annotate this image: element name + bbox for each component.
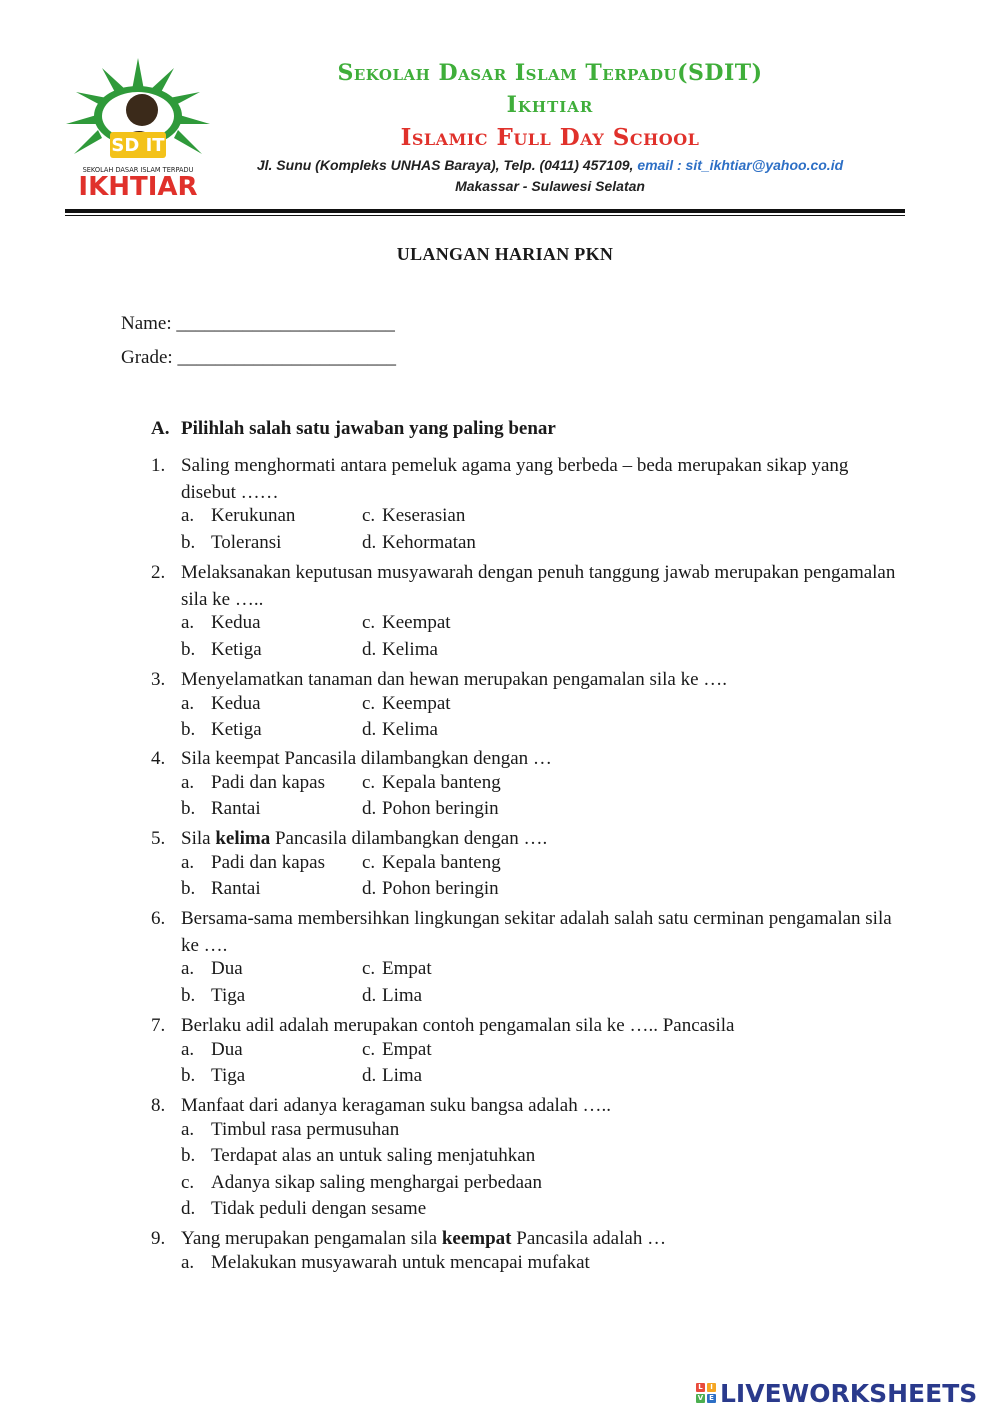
section-instruction: Pilihlah salah satu jawaban yang paling benar: [181, 418, 556, 439]
question-text-part: Sila: [181, 828, 216, 849]
wm-grid-cell: E: [707, 1394, 716, 1403]
liveworksheets-watermark: [696, 1378, 977, 1408]
option-letter: c.: [362, 1038, 376, 1060]
option-text: Kepala banteng: [382, 851, 501, 873]
option-text: Keserasian: [382, 505, 466, 527]
question-number: 5.: [151, 828, 166, 849]
option-letter: b.: [181, 1145, 196, 1167]
option-text: Toleransi: [211, 531, 282, 553]
option-text: Padi dan kapas: [211, 771, 325, 793]
option-letter: d.: [181, 1198, 196, 1220]
question-6: [151, 905, 896, 959]
school-logo: [62, 50, 214, 202]
answer-option-d[interactable]: [362, 798, 499, 820]
option-letter: a.: [181, 692, 195, 714]
option-letter: d.: [362, 984, 377, 1006]
option-letter: a.: [181, 958, 195, 980]
question-number: 6.: [151, 908, 166, 929]
question-text: Melaksanakan keputusan musyawarah dengan penuh tanggung jawab merupakan pengamalan sila ke …..: [181, 562, 896, 610]
answer-option-a[interactable]: [181, 693, 261, 715]
option-text: Ketiga: [211, 638, 262, 660]
answer-option-c[interactable]: [362, 612, 451, 634]
option-letter: c.: [362, 851, 376, 873]
answer-option-a[interactable]: [181, 852, 325, 874]
school-city: Makassar - Sulawesi Selatan: [455, 178, 645, 194]
watermark-text: LIVEWORKSHEETS: [720, 1378, 978, 1408]
question-text: [181, 825, 896, 852]
answer-option-a[interactable]: [181, 1252, 590, 1274]
option-letter: c.: [181, 1171, 195, 1193]
question-text: [181, 1225, 896, 1252]
option-text: Pohon beringin: [382, 798, 499, 820]
wm-grid-cell: V: [697, 1394, 704, 1402]
option-letter: c.: [362, 771, 376, 793]
option-text: Kelima: [382, 719, 438, 741]
option-text: Rantai: [211, 878, 261, 900]
answer-option-a[interactable]: [181, 1119, 399, 1141]
answer-option-d[interactable]: [181, 1198, 426, 1220]
wm-grid-cell: I: [707, 1383, 716, 1392]
option-letter: d.: [362, 638, 377, 660]
header-rule-thick: [65, 209, 905, 213]
question-text-part: Pancasila adalah …: [511, 1228, 667, 1249]
question-5: [151, 825, 896, 852]
question-number: 1.: [151, 455, 166, 476]
option-text: Lima: [382, 1065, 423, 1087]
answer-option-b[interactable]: [181, 1145, 535, 1167]
option-letter: d.: [362, 878, 377, 900]
option-text: Tiga: [211, 984, 246, 1006]
question-4: [151, 745, 896, 772]
question-1: [151, 452, 896, 506]
option-letter: a.: [181, 505, 195, 527]
answer-option-d[interactable]: [362, 1065, 422, 1087]
option-text: Kedua: [211, 692, 261, 714]
option-text: Kerukunan: [211, 505, 296, 527]
question-number: 9.: [151, 1228, 166, 1249]
option-text: Keempat: [382, 612, 451, 634]
option-text: Pohon beringin: [382, 878, 499, 900]
question-text: Bersama-sama membersihkan lingkungan sekitar adalah salah satu cerminan pengamalan sila ke ….: [181, 908, 892, 956]
answer-option-a[interactable]: [181, 958, 243, 980]
option-letter: c.: [362, 692, 376, 714]
option-letter: d.: [362, 798, 377, 820]
question-3: [151, 666, 896, 693]
question-9: [151, 1225, 896, 1252]
question-7: [151, 1012, 896, 1039]
question-text-part: Pancasila dilambangkan dengan ….: [270, 828, 548, 849]
answer-option-b[interactable]: [181, 719, 262, 741]
school-name-line2: Ikhtiar: [506, 92, 594, 118]
school-address: [230, 157, 870, 173]
section-letter: A.: [151, 418, 170, 439]
option-text: Ketiga: [211, 719, 262, 741]
option-letter: a.: [181, 612, 195, 634]
question-text: Berlaku adil adalah merupakan contoh pengamalan sila ke ….. Pancasila: [181, 1015, 735, 1036]
option-letter: c.: [362, 505, 376, 527]
answer-option-c[interactable]: [362, 958, 432, 980]
option-letter: a.: [181, 851, 195, 873]
question-text: Manfaat dari adanya keragaman suku bangsa adalah …..: [181, 1095, 611, 1116]
worksheet-title: ULANGAN HARIAN PKN: [396, 244, 614, 264]
header-rule-thin: [65, 215, 905, 216]
option-text: Adanya sikap saling menghargai perbedaan: [211, 1171, 542, 1193]
option-text: Dua: [211, 958, 243, 980]
answer-option-c[interactable]: [362, 693, 451, 715]
option-letter: d.: [362, 1065, 377, 1087]
answer-option-c[interactable]: [362, 505, 465, 527]
answer-option-b[interactable]: [181, 798, 261, 820]
question-text-emphasis: keempat: [441, 1228, 512, 1249]
option-text: Empat: [382, 1038, 432, 1060]
school-name-line1: Sekolah Dasar Islam Terpadu(SDIT): [337, 60, 763, 86]
answer-option-b[interactable]: [181, 639, 262, 661]
option-letter: a.: [181, 771, 195, 793]
logo-sdit-text: SD IT: [111, 135, 165, 156]
option-letter: a.: [181, 1118, 195, 1140]
option-letter: c.: [362, 958, 376, 980]
question-text-part: Yang merupakan pengamalan sila: [181, 1228, 442, 1249]
option-letter: b.: [181, 878, 196, 900]
logo-subtitle: SEKOLAH DASAR ISLAM TERPADU: [82, 166, 194, 174]
question-text: Saling menghormati antara pemeluk agama yang berbeda – beda merupakan sikap yang disebut ……: [181, 455, 849, 503]
option-text: Dua: [211, 1038, 243, 1060]
option-letter: a.: [181, 1251, 195, 1273]
school-tagline: Islamic Full Day School: [400, 124, 700, 151]
option-text: Tidak peduli dengan sesame: [211, 1198, 427, 1220]
option-text: Empat: [382, 958, 432, 980]
option-text: Tiga: [211, 1065, 246, 1087]
option-text: Terdapat alas an untuk saling menjatuhkan: [211, 1145, 536, 1167]
email-link[interactable]: email : sit_ikhtiar@yahoo.co.id: [637, 157, 844, 173]
answer-option-d[interactable]: [362, 719, 438, 741]
option-text: Kelima: [382, 638, 438, 660]
option-letter: b.: [181, 798, 196, 820]
option-text: Rantai: [211, 798, 261, 820]
option-text: Kepala banteng: [382, 771, 501, 793]
question-number: 2.: [151, 562, 166, 583]
name-field[interactable]: Name: _______________________: [121, 313, 395, 334]
address-text: Jl. Sunu (Kompleks UNHAS Baraya), Telp. (0411) 457109,: [256, 157, 634, 173]
question-number: 3.: [151, 669, 166, 690]
liveworksheets-logo-icon: [696, 1383, 716, 1403]
option-text: Timbul rasa permusuhan: [211, 1118, 400, 1140]
question-2: [151, 559, 896, 613]
option-letter: d.: [362, 719, 377, 741]
answer-option-b[interactable]: [181, 985, 245, 1007]
option-letter: c.: [362, 612, 376, 634]
option-text: Lima: [382, 984, 423, 1006]
answer-option-c[interactable]: [362, 1039, 432, 1061]
question-number: 4.: [151, 748, 166, 769]
option-text: Melakukan musyawarah untuk mencapai mufakat: [211, 1251, 590, 1273]
answer-option-d[interactable]: [362, 532, 476, 554]
option-letter: b.: [181, 1065, 196, 1087]
logo-brand: IKHTIAR: [78, 172, 198, 202]
grade-field[interactable]: Grade: _______________________: [121, 347, 396, 368]
answer-option-c[interactable]: [181, 1172, 542, 1194]
answer-option-a[interactable]: [181, 612, 261, 634]
option-letter: b.: [181, 638, 196, 660]
answer-option-c[interactable]: [362, 772, 501, 794]
option-letter: b.: [181, 719, 196, 741]
question-number: 8.: [151, 1095, 166, 1116]
option-letter: a.: [181, 1038, 195, 1060]
question-text: Sila keempat Pancasila dilambangkan dengan …: [181, 748, 552, 769]
option-letter: d.: [362, 531, 377, 553]
question-text: Menyelamatkan tanaman dan hewan merupakan pengamalan sila ke ….: [181, 669, 728, 690]
option-letter: b.: [181, 984, 196, 1006]
answer-option-a[interactable]: [181, 1039, 243, 1061]
answer-option-d[interactable]: [362, 878, 499, 900]
answer-option-a[interactable]: [181, 772, 325, 794]
option-text: Kedua: [211, 612, 261, 634]
answer-option-d[interactable]: [362, 639, 438, 661]
answer-option-b[interactable]: [181, 532, 281, 554]
answer-option-d[interactable]: [362, 985, 422, 1007]
answer-option-b[interactable]: [181, 1065, 245, 1087]
option-text: Keempat: [382, 692, 451, 714]
question-number: 7.: [151, 1015, 166, 1036]
option-text: Padi dan kapas: [211, 851, 325, 873]
question-text-emphasis: kelima: [215, 828, 271, 849]
section-heading: [151, 418, 556, 440]
answer-option-a[interactable]: [181, 505, 295, 527]
question-8: [151, 1092, 896, 1119]
wm-grid-cell: L: [696, 1383, 705, 1392]
answer-option-c[interactable]: [362, 852, 501, 874]
option-text: Kehormatan: [382, 531, 476, 553]
option-letter: b.: [181, 531, 196, 553]
answer-option-b[interactable]: [181, 878, 261, 900]
